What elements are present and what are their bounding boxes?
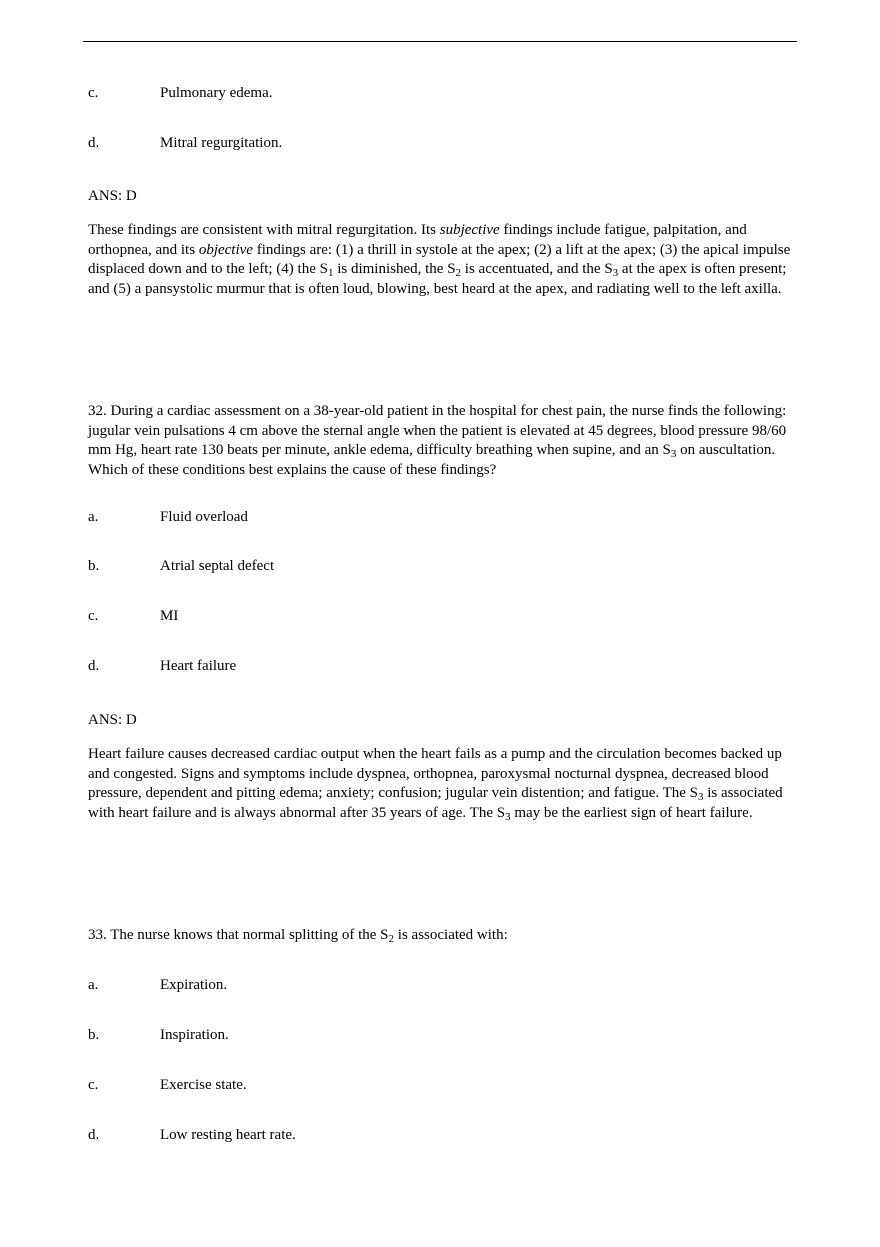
- answer-label: ANS: D: [88, 188, 137, 204]
- emphasis: subjective: [439, 222, 500, 238]
- subscript: 2: [388, 933, 395, 945]
- option-letter: d.: [88, 1127, 100, 1143]
- option-letter: b.: [88, 1027, 100, 1043]
- header-rule: [83, 41, 797, 42]
- option-letter: d.: [88, 658, 100, 674]
- option-text: Pulmonary edema.: [160, 85, 273, 101]
- option-text: Heart failure: [160, 658, 237, 674]
- option-letter: c.: [88, 608, 99, 624]
- subscript: 3: [612, 267, 619, 279]
- option-letter: c.: [88, 85, 99, 101]
- q31-answer: [88, 186, 137, 206]
- option-text: MI: [160, 608, 179, 624]
- option-text: Expiration.: [160, 977, 228, 993]
- option-text: Inspiration.: [160, 1027, 229, 1043]
- emphasis: objective: [198, 241, 253, 258]
- subscript: 2: [455, 267, 462, 279]
- option-letter: c.: [88, 1077, 99, 1093]
- q32-rationale: Heart failure causes decreased cardiac output when the heart fails as a pump and the circulation becomes backed up and congested. Signs and symptoms include dyspnea, orthopnea, paroxysmal nocturnal dyspnea, decreased blood pressure, dependent and pitting edema; anxiety; confusion; jugular vein distention; and fatigue. The $S_3$ is associated with heart failure and is always abnormal after 35 years of age. The $S_3$ may be the earliest sign of heart failure.: [88, 746, 783, 823]
- option-text: Fluid overload: [160, 509, 248, 525]
- option-letter: a.: [88, 509, 99, 525]
- subscript: 3: [698, 791, 704, 803]
- q32-stem: 32. During a cardiac assessment on a 38-year-old patient in the hospital for chest pain, the nurse finds the following: jugular vein pulsations 4 cm above the sternal angle when the patient is elevated at 45 degrees, blood pressure 98/60 mm Hg, heart rate 130 beats per minute, ankle edema, difficulty breathing when supine, and an $S_3$ on auscultation. Which of these conditions best explains the cause of these findings?: [88, 403, 787, 478]
- q33-stem: 33. The nurse knows that normal splitting of the $S_2$ is associated with:: [88, 927, 508, 945]
- option-text: Atrial septal defect: [160, 558, 275, 574]
- option-text: Mitral regurgitation.: [160, 135, 283, 151]
- option-letter: b.: [88, 558, 100, 574]
- option-letter: d.: [88, 135, 100, 151]
- option-text: Low resting heart rate.: [160, 1127, 296, 1143]
- answer-label: ANS: D: [88, 712, 137, 728]
- q32-answer: [88, 710, 137, 730]
- option-letter: a.: [88, 977, 99, 993]
- q31-rationale: These findings are consistent with mitral regurgitation. Its subjective findings include fatigue, palpitation, and orthopnea, and its objective findings are: (1) a thrill in systole at the apex; (2) a lift at the apex; (3) the apical impulse displaced down and to the left; (4) the $S_1$ is diminished, the $S_2$ is accentuated, and the $S_3$ at the apex is often present; and (5) a pansystolic murmur that is often loud, blowing, best heard at the apex, and radiating well to the left axilla.: [88, 222, 791, 297]
- subscript: 3: [505, 810, 511, 823]
- subscript: 3: [670, 448, 677, 460]
- subscript: 1: [327, 267, 334, 279]
- option-text: Exercise state.: [160, 1077, 247, 1093]
